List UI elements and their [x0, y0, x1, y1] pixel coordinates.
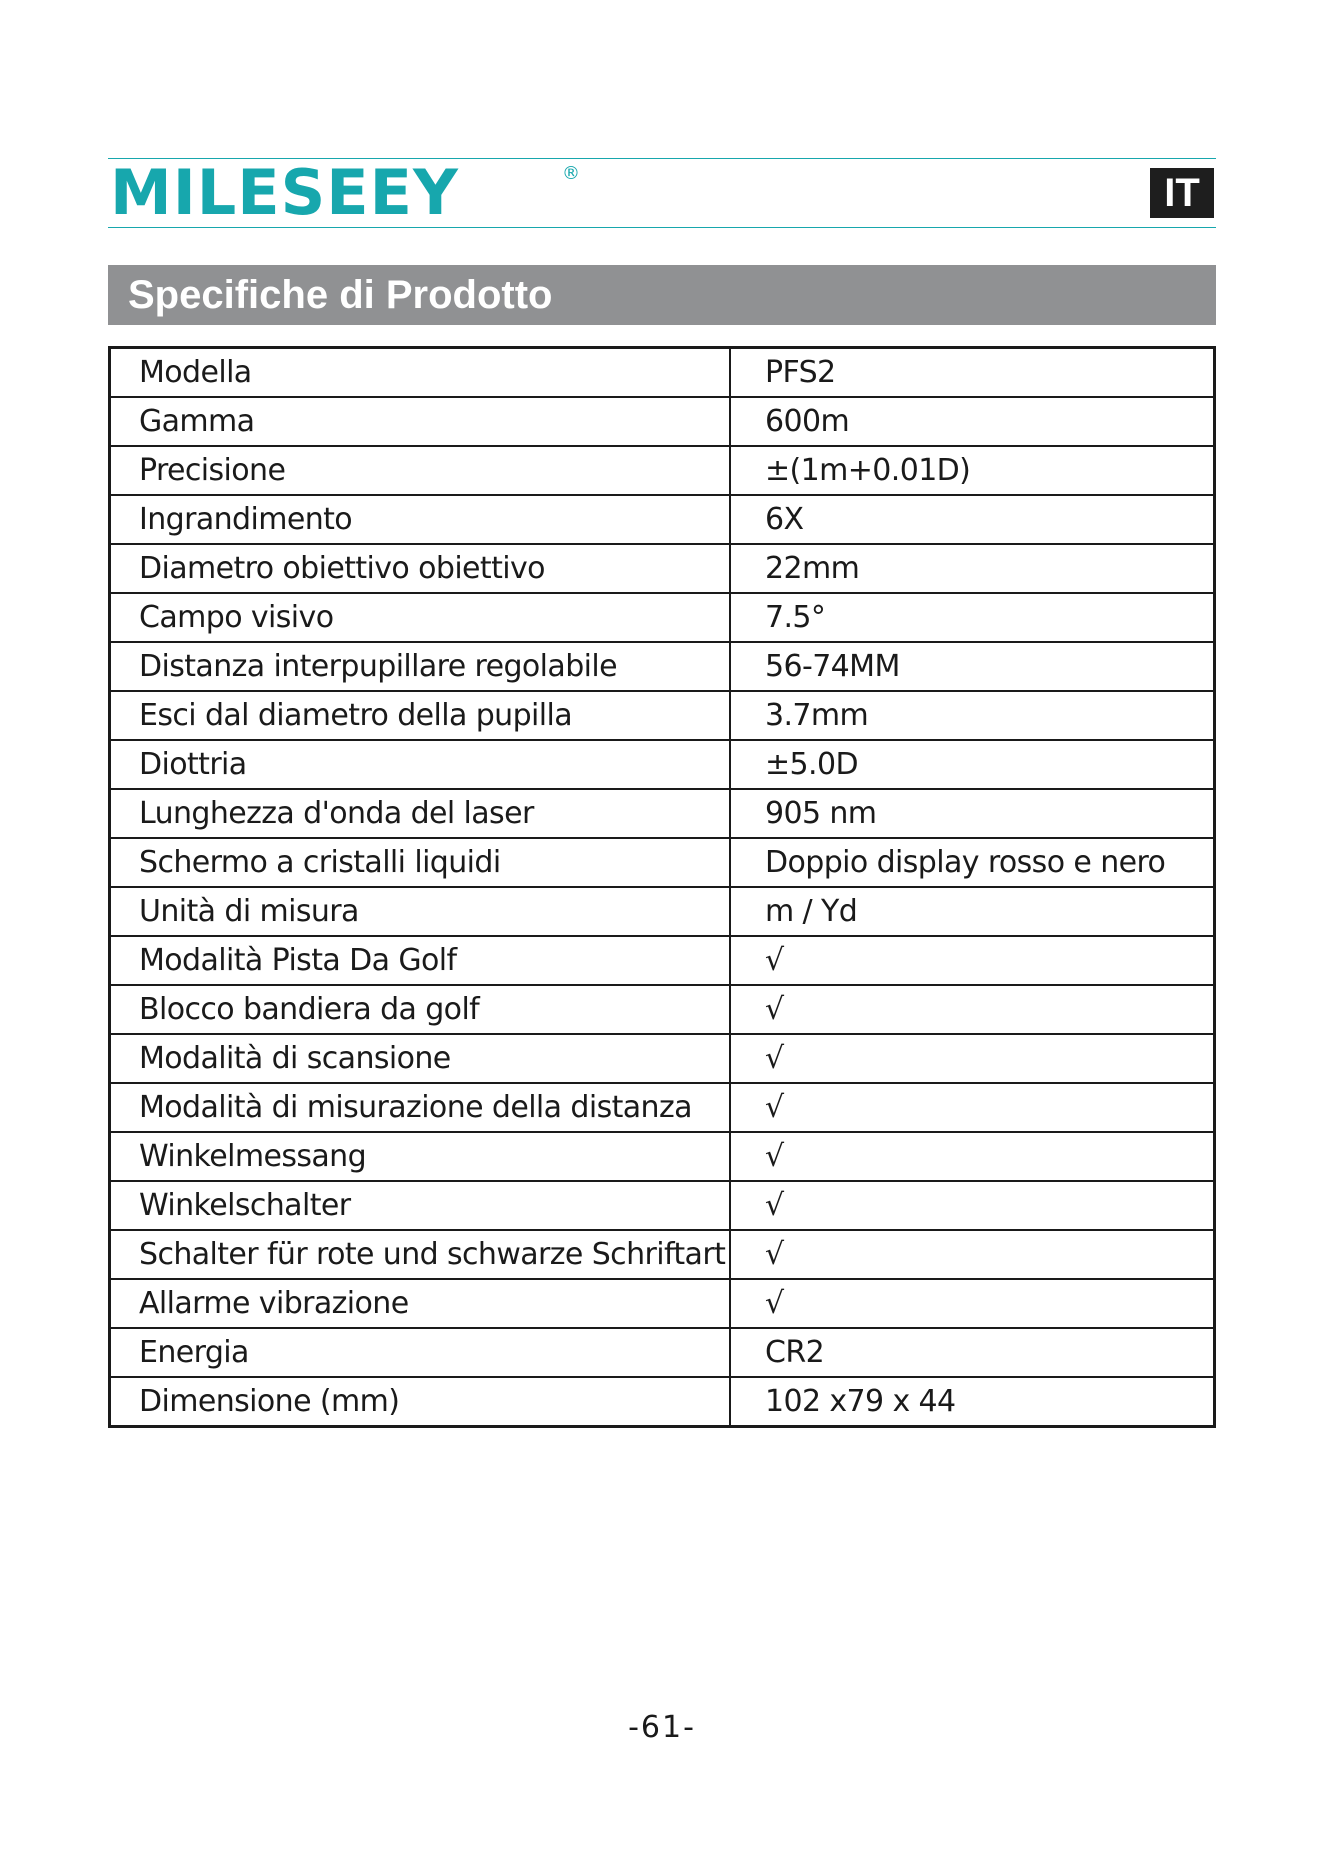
spec-value: Doppio display rosso e nero [730, 838, 1215, 887]
spec-label: Dimensione (mm) [110, 1377, 731, 1427]
spec-label: Modalità di misurazione della distanza [110, 1083, 731, 1132]
table-row [110, 446, 1215, 495]
section-title: Specifiche di Prodotto [128, 273, 553, 317]
specifications-table [108, 346, 1216, 1428]
spec-label: Unità di misura [110, 887, 731, 936]
table-row [110, 985, 1215, 1034]
spec-label: Ingrandimento [110, 495, 731, 544]
table-row [110, 593, 1215, 642]
spec-value: √ [730, 1279, 1215, 1328]
table-row [110, 1377, 1215, 1427]
table-row [110, 1279, 1215, 1328]
table-row [110, 1132, 1215, 1181]
spec-label: Winkelmessang [110, 1132, 731, 1181]
spec-value: √ [730, 1083, 1215, 1132]
page-number: -61- [628, 1710, 696, 1745]
spec-value: 905 nm [730, 789, 1215, 838]
table-row [110, 838, 1215, 887]
spec-value: PFS2 [730, 348, 1215, 398]
table-row [110, 740, 1215, 789]
table-row [110, 1230, 1215, 1279]
spec-value: 600m [730, 397, 1215, 446]
spec-label: Schalter für rote und schwarze Schriftart [110, 1230, 731, 1279]
spec-label: Diametro obiettivo obiettivo [110, 544, 731, 593]
table-row [110, 1083, 1215, 1132]
spec-value: √ [730, 985, 1215, 1034]
spec-value: √ [730, 936, 1215, 985]
spec-value: ±5.0D [730, 740, 1215, 789]
spec-value: √ [730, 1181, 1215, 1230]
table-row [110, 397, 1215, 446]
spec-value: CR2 [730, 1328, 1215, 1377]
spec-label: Gamma [110, 397, 731, 446]
table-row [110, 1034, 1215, 1083]
spec-label: Modalità di scansione [110, 1034, 731, 1083]
spec-label: Precisione [110, 446, 731, 495]
spec-value: 56-74MM [730, 642, 1215, 691]
spec-label: Esci dal diametro della pupilla [110, 691, 731, 740]
spec-value: √ [730, 1132, 1215, 1181]
spec-value: 22mm [730, 544, 1215, 593]
spec-label: Lunghezza d'onda del laser [110, 789, 731, 838]
table-row [110, 1181, 1215, 1230]
spec-value: 6X [730, 495, 1215, 544]
table-row [110, 936, 1215, 985]
registered-mark: ® [562, 163, 580, 184]
spec-label: Energia [110, 1328, 731, 1377]
table-row [110, 887, 1215, 936]
spec-value: 102 x79 x 44 [730, 1377, 1215, 1427]
spec-label: Distanza interpupillare regolabile [110, 642, 731, 691]
spec-label: Campo visivo [110, 593, 731, 642]
table-row [110, 691, 1215, 740]
spec-label: Winkelschalter [110, 1181, 731, 1230]
table-row [110, 495, 1215, 544]
mileseey-logo: MILESEEY [110, 156, 459, 229]
specifications-table-body [110, 348, 1215, 1427]
spec-value: √ [730, 1034, 1215, 1083]
spec-value: ±(1m+0.01D) [730, 446, 1215, 495]
spec-value: m / Yd [730, 887, 1215, 936]
spec-value: 3.7mm [730, 691, 1215, 740]
spec-label: Blocco bandiera da golf [110, 985, 731, 1034]
page-header [108, 158, 1216, 228]
table-row [110, 789, 1215, 838]
spec-label: Schermo a cristalli liquidi [110, 838, 731, 887]
spec-label: Allarme vibrazione [110, 1279, 731, 1328]
table-row [110, 1328, 1215, 1377]
spec-label: Diottria [110, 740, 731, 789]
spec-label: Modella [110, 348, 731, 398]
table-row [110, 642, 1215, 691]
spec-value: √ [730, 1230, 1215, 1279]
table-row [110, 544, 1215, 593]
table-row [110, 348, 1215, 398]
language-badge: IT [1150, 168, 1214, 218]
section-header [108, 265, 1216, 325]
spec-label: Modalità Pista Da Golf [110, 936, 731, 985]
spec-value: 7.5° [730, 593, 1215, 642]
